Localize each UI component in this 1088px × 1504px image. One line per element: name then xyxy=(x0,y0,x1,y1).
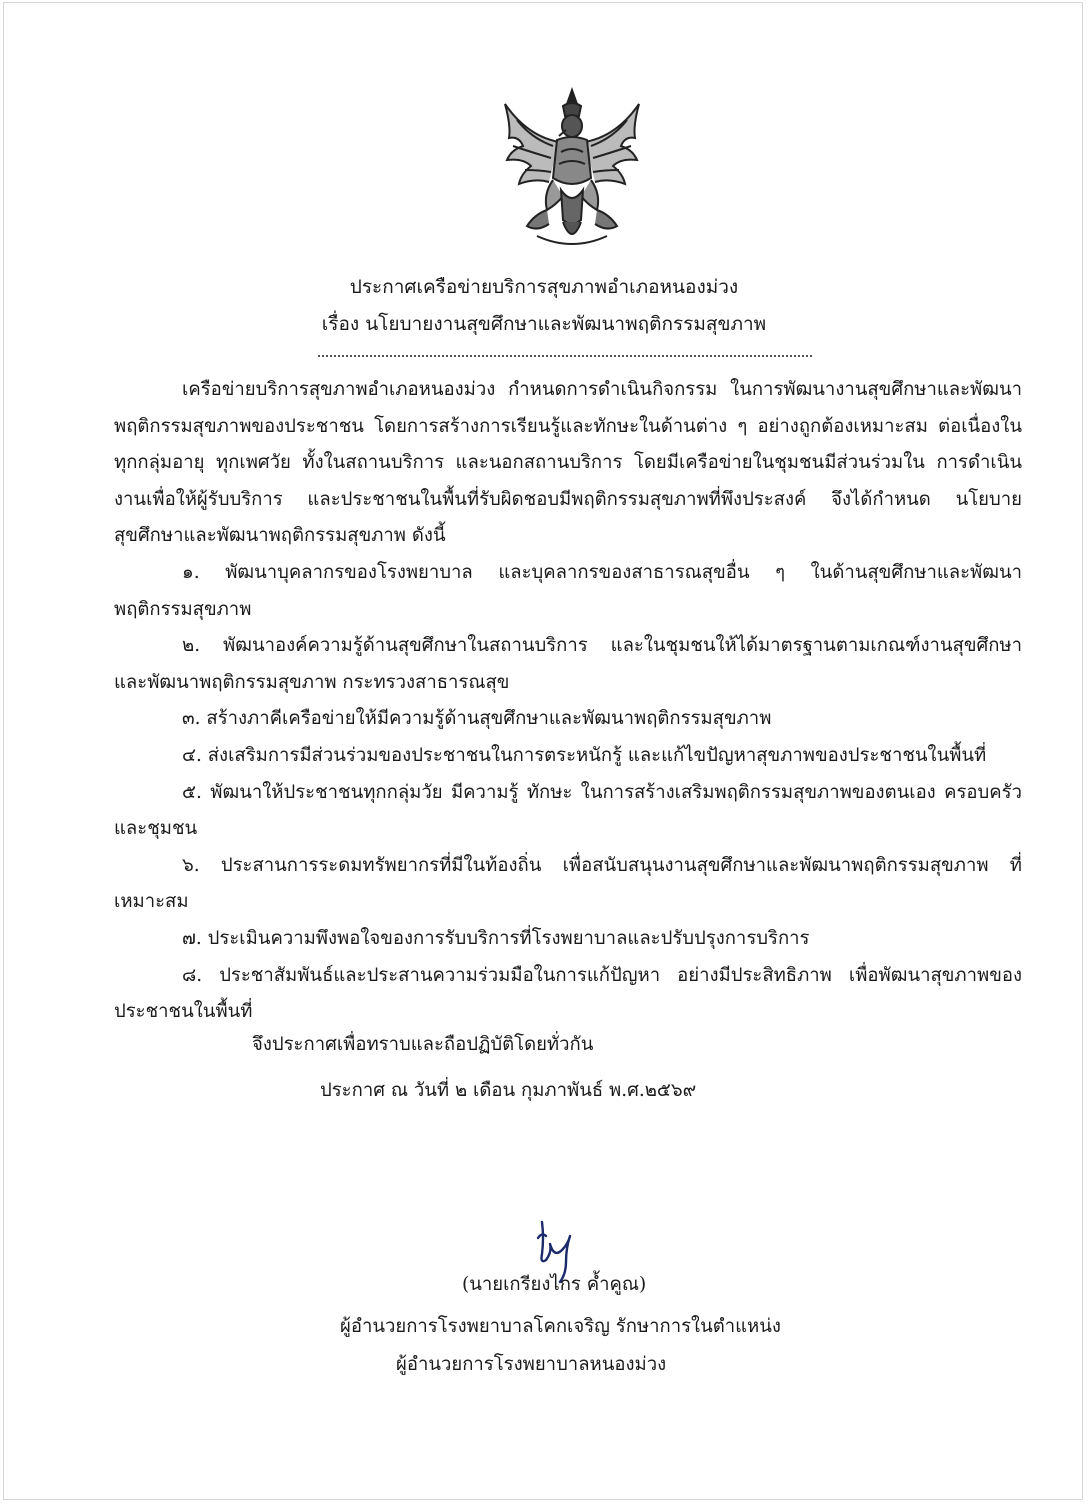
policy-item: ๒. พัฒนาองค์ความรู้ด้านสุขศึกษาในสถานบริการ และในชุมชนให้ได้มาตรฐานตามเกณฑ์งานสุขศึกษา และพัฒนาพฤติกรรมสุขภาพ กระทรวงสาธารณสุข xyxy=(114,635,1022,693)
dotted-divider xyxy=(318,355,812,357)
closing-statement: จึงประกาศเพื่อทราบและถือปฏิบัติโดยทั่วกัน xyxy=(252,1034,594,1055)
signer-position: ผู้อำนวยการโรงพยาบาลหนองม่วง xyxy=(396,1354,667,1375)
policy-item: ๑. พัฒนาบุคลากรของโรงพยาบาล และบุคลากรของสาธารณสุขอื่น ๆ ในด้านสุขศึกษาและพัฒนา พฤติกรรมสุขภาพ xyxy=(114,561,1022,620)
signer-position: ผู้อำนวยการโรงพยาบาลโคกเจริญ รักษาการในตำแหน่ง xyxy=(340,1316,781,1337)
policy-item: ๕. พัฒนาให้ประชาชนทุกกลุ่มวัย มีความรู้ ทักษะ ในการสร้างเสริมพฤติกรรมสุขภาพของตนเอง ครอบครัวและชุมชน xyxy=(114,781,1022,840)
announcement-title: ประกาศเครือข่ายบริการสุขภาพอำเภอหนองม่วง xyxy=(349,276,739,298)
announcement-subject: เรื่อง นโยบายงานสุขศึกษาและพัฒนาพฤติกรรมสุขภาพ xyxy=(321,313,767,335)
policy-item: ๘. ประชาสัมพันธ์และประสานความร่วมมือในการแก้ปัญหา อย่างมีประสิทธิภาพ เพื่อพัฒนาสุขภาพของ ประชาชนในพื้นที่ xyxy=(114,964,1022,1023)
announcement-date: ประกาศ ณ วันที่ ๒ เดือน กุมภาพันธ์ พ.ศ.๒๕๖๙ xyxy=(320,1080,697,1101)
policy-item: ๓. สร้างภาคีเครือข่ายให้มีความรู้ด้านสุขศึกษาและพัฒนาพฤติกรรมสุขภาพ xyxy=(182,708,772,730)
policy-item: ๗. ประเมินความพึงพอใจของการรับบริการที่โรงพยาบาลและปรับปรุงการบริการ xyxy=(182,927,810,949)
signer-name: (นายเกรียงไกร ค้ำคูณ) xyxy=(462,1274,647,1295)
policy-item: ๔. ส่งเสริมการมีส่วนร่วมของประชาชนในการตระหนักรู้ และแก้ไขปัญหาสุขภาพของประชาชนในพื้นที่ xyxy=(182,744,987,766)
garuda-emblem-icon xyxy=(497,86,647,252)
policy-item: ๖. ประสานการระดมทรัพยากรที่มีในท้องถิ่น เพื่อสนับสนุนงานสุขศึกษาและพัฒนาพฤติกรรมสุขภาพ ที่เหมาะสม xyxy=(114,854,1022,913)
intro-paragraph: เครือข่ายบริการสุขภาพอำเภอหนองม่วง กำหนดการดำเนินกิจกรรม ในการพัฒนางานสุขศึกษาและพัฒนาพฤติกรรมสุขภาพของประชาชน โดยการสร้างการเรียนรู้และทักษะในด้านต่าง ๆ อย่างถูกต้องเหมาะสม ต่อเนื่องในทุกกลุ่มอายุ ทุกเพศวัย ทั้งในสถานบริการ และนอกสถานบริการ โดยมีเครือข่ายในชุมชนมีส่วนร่วมใน การดำเนินงานเพื่อให้ผู้รับบริการ และประชาชนในพื้นที่รับผิดชอบมีพฤติกรรมสุขภาพที่พึงประสงค์ จึงได้กำหนด นโยบายสุขศึกษาและพัฒนาพฤติกรรมสุขภาพ ดังนี้ xyxy=(114,379,1022,547)
policy-body xyxy=(114,372,1022,1031)
